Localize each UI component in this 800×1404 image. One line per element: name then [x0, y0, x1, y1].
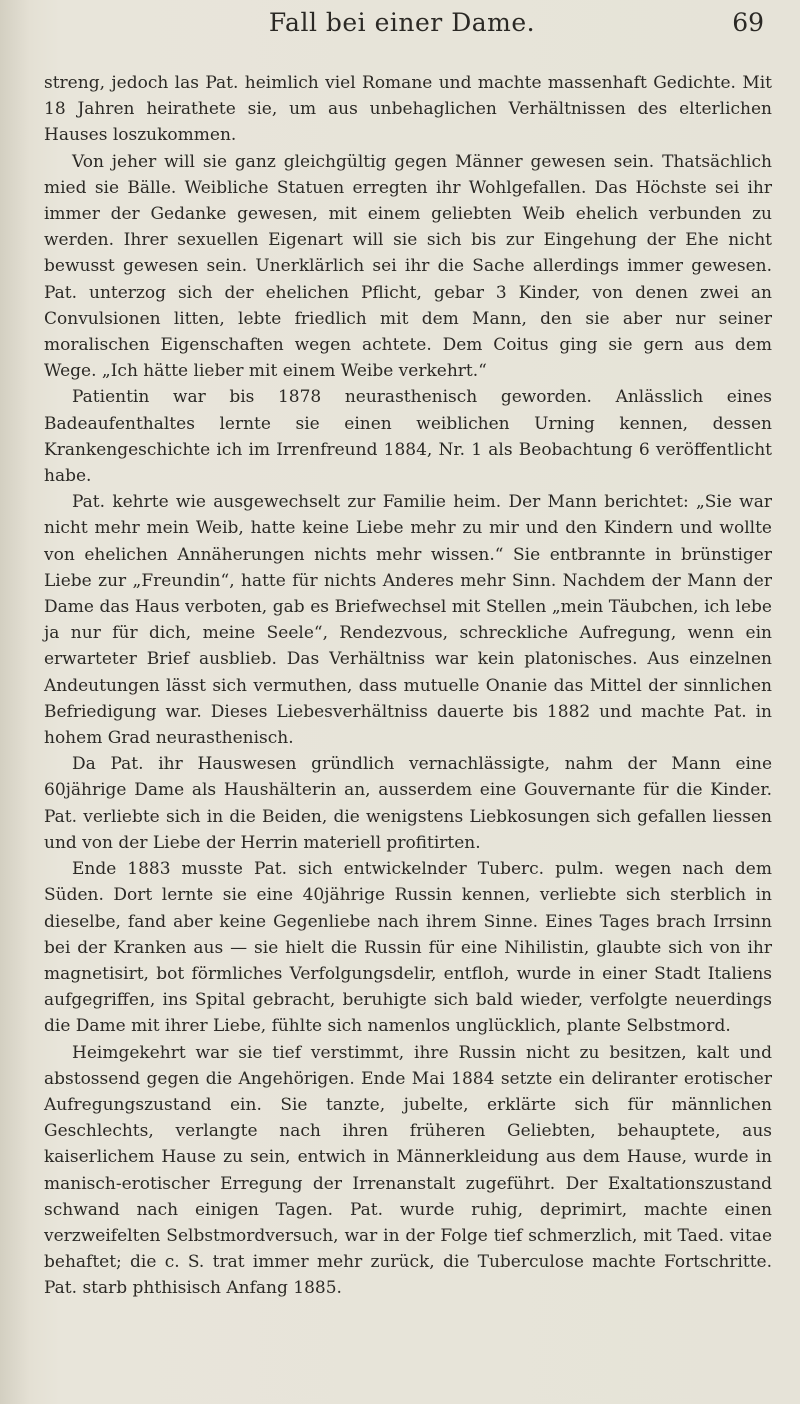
paragraph: Heimgekehrt war sie tief verstimmt, ihre Russin nicht zu besitzen, kalt und abstossend gegen die Angehörigen. Ende Mai 1884 setzte ein deliranter erotischer Aufregungszustand ein. Sie tanzte, jubelte, erklärte sich für männlichen Geschlechts, verlangte nach ihren früheren Geliebten, behauptete, aus kaiserlichem Hause zu sein, entwich in Männerkleidung aus dem Hause, wurde in manisch-erotischer Erregung der Irrenanstalt zugeführt. Der Exaltationszustand schwand nach einigen Tagen. Pat. wurde ruhig, deprimirt, machte einen verzweifelten Selbstmordversuch, war in der Folge tief schmerzlich, mit Taed. vitae behaftet; die c. S. trat immer mehr zurück, die Tuberculose machte Fortschritte. Pat. starb phthisisch Anfang 1885.	[44, 1042, 772, 1299]
paragraph: Pat. kehrte wie ausgewechselt zur Familie heim. Der Mann berichtet: „Sie war nicht mehr mein Weib, hatte keine Liebe mehr zu mir und den Kindern und wollte von ehelichen Annäherungen nichts mehr wissen.“ Sie entbrannte in brünstiger Liebe zur „Freundin“, hatte für nichts Anderes mehr Sinn. Nachdem der Mann der Dame das Haus verboten, gab es Briefwechsel mit Stellen „mein Täubchen, ich lebe ja nur für dich, meine Seele“, Rendezvous, schreckliche Aufregung, wenn ein erwarteter Brief ausblieb. Das Verhältniss war kein platonisches. Aus einzelnen Andeutungen lässt sich vermuthen, dass mutuelle Onanie das Mittel der sinnlichen Befriedigung war. Dieses Liebesverhältniss dauerte bis 1882 und machte Pat. in hohem Grad neurasthenisch.	[44, 492, 772, 749]
paragraph: Da Pat. ihr Hauswesen gründlich vernachlässigte, nahm der Mann eine 60jährige Dame als Haushälterin an, ausserdem eine Gouvernante für die Kinder. Pat. verliebte sich in die Beiden, die wenigstens Liebkosungen sich gefallen liessen und von der Liebe der Herrin materiell profitirten.	[44, 754, 772, 853]
running-title: Fall bei einer Dame.	[268, 8, 536, 37]
running-header	[40, 8, 764, 52]
page-number: 69	[732, 8, 764, 37]
paragraph: Von jeher will sie ganz gleichgültig gegen Männer gewesen sein. Thatsächlich mied sie Bälle. Weibliche Statuen erregten ihr Wohlgefallen. Das Höchste sei ihr immer der Gedanke gewesen, mit einem geliebten Weib ehelich verbunden zu werden. Ihrer sexuellen Eigenart will sie sich bis zur Eingehung der Ehe nicht bewusst gewesen sein. Unerklärlich sei ihr die Sache allerdings immer gewesen. Pat. unterzog sich der ehelichen Pflicht, gebar 3 Kinder, von denen zwei an Convulsionen litten, lebte friedlich mit dem Mann, den sie aber nur seiner moralischen Eigenschaften wegen achtete. Dem Coitus ging sie gern aus dem Wege. „Ich hätte lieber mit einem Weibe verkehrt.“	[44, 151, 772, 382]
paragraph: Ende 1883 musste Pat. sich entwickelnder Tuberc. pulm. wegen nach dem Süden. Dort lernte sie eine 40jährige Russin kennen, verliebte sich sterblich in dieselbe, fand aber keine Gegenliebe nach ihrem Sinne. Eines Tages brach Irrsinn bei der Kranken aus — sie hielt die Russin für eine Nihilistin, glaubte sich von ihr magnetisirt, bot förmliches Verfolgungsdelir, entfloh, wurde in einer Stadt Italiens aufgegriffen, ins Spital gebracht, beruhigte sich bald wieder, verfolgte neuerdings die Dame mit ihrer Liebe, fühlte sich namenlos unglücklich, plante Selbstmord.	[44, 859, 772, 1037]
paragraph-continuation: streng, jedoch las Pat. heimlich viel Romane und machte massenhaft Gedichte. Mit 18 Jahren heirathete sie, um aus unbehaglichen Verhältnissen des elterlichen Hauses loszukommen.	[44, 73, 772, 146]
paragraph: Patientin war bis 1878 neurasthenisch geworden. Anlässlich eines Badeaufenthaltes lernte sie einen weiblichen Urning kennen, dessen Krankengeschichte ich im Irrenfreund 1884, Nr. 1 als Beobachtung 6 veröffentlicht habe.	[44, 387, 772, 487]
body-text	[44, 70, 772, 1302]
